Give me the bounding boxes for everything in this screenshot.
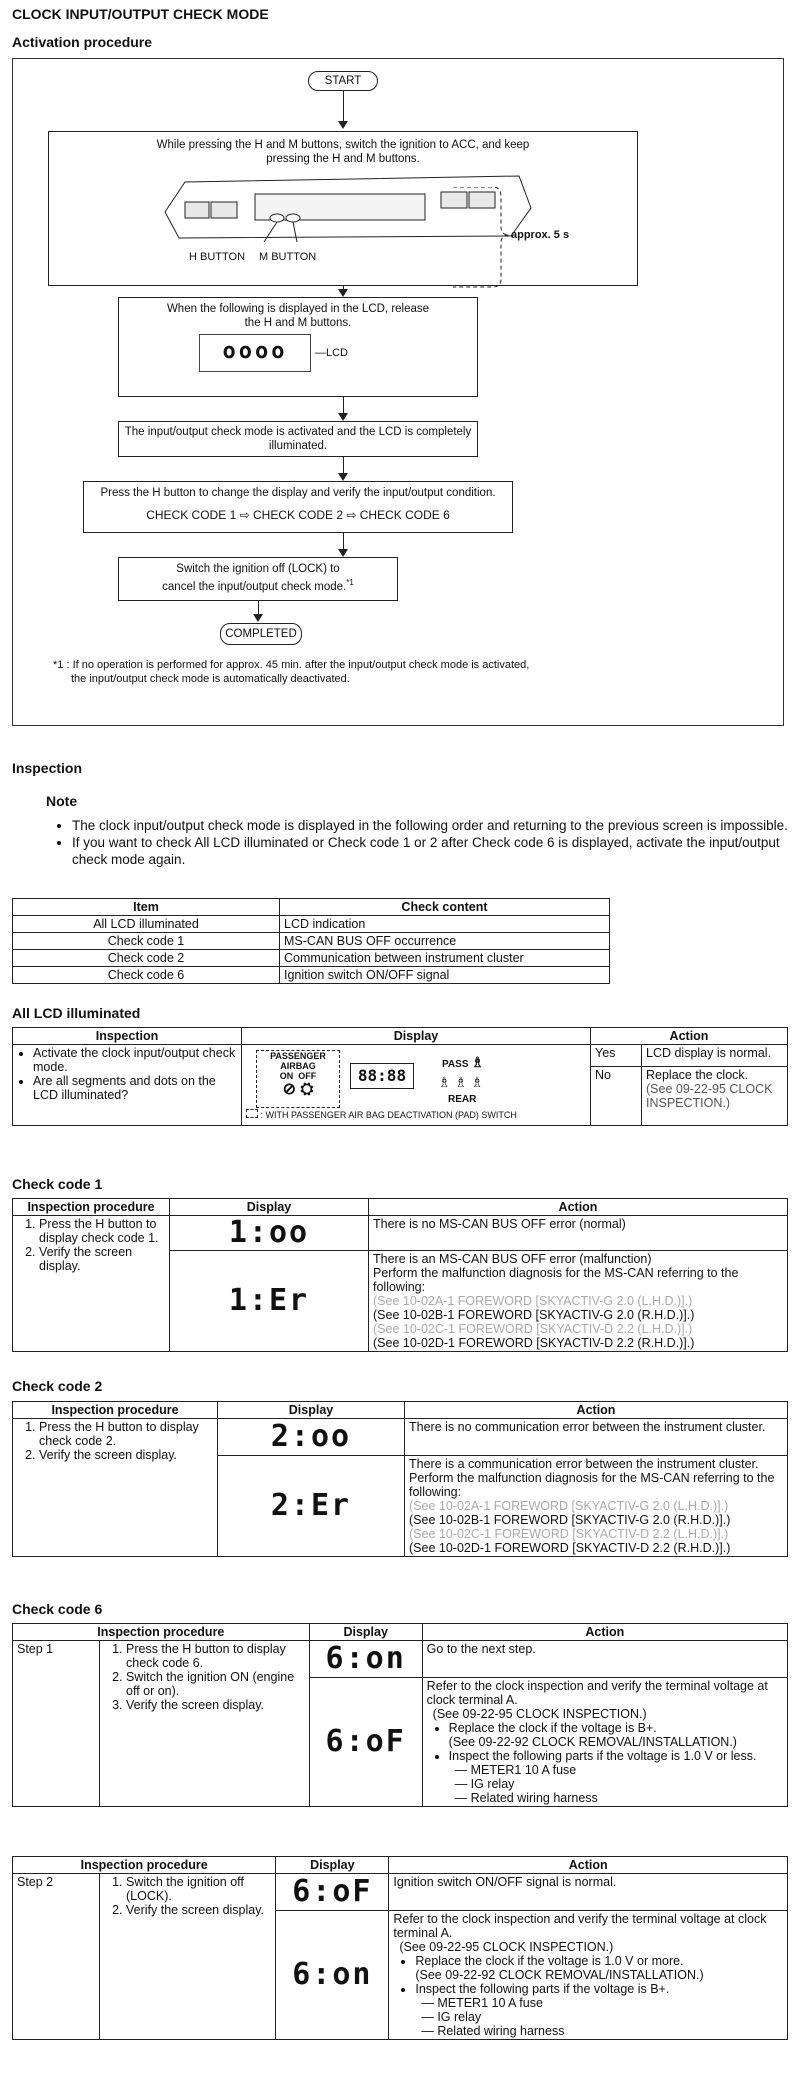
flow-completed: COMPLETED (220, 623, 302, 645)
list-item: 2. Switch the ignition ON (engine off or on). (126, 1670, 305, 1698)
footnote-ref: *1 (346, 578, 354, 587)
no-action: Replace the clock. (See 09-22-95 CLOCK INSPECTION.) (642, 1067, 788, 1126)
all-lcd-heading: All LCD illuminated (12, 1005, 141, 1021)
check-code-sequence (84, 508, 512, 522)
approx-brace (453, 187, 513, 297)
arrow-right-icon: ⇨ (346, 508, 360, 522)
col-header: Display (170, 1199, 369, 1216)
reference-link[interactable]: (See 09-22-95 CLOCK INSPECTION.) (646, 1082, 773, 1111)
reference-link[interactable]: (See 09-22-92 CLOCK REMOVAL/INSTALLATION.) (448, 1735, 737, 1749)
col-header: Display (276, 1857, 389, 1874)
table-row (13, 933, 610, 950)
flow-start: START (308, 71, 378, 91)
col-header: Action (422, 1624, 787, 1641)
reference-link[interactable]: (See 10-02D-1 FOREWORD [SKYACTIV-D 2.2 (R.H.D.)].) (409, 1541, 731, 1555)
cc6-step2-table (12, 1856, 788, 2040)
lcd-label: —LCD (315, 347, 349, 359)
part-item: — METER1 10 A fuse (454, 1763, 577, 1777)
table-row (13, 950, 610, 967)
list-item: • Inspect the following parts if the voltage is B+. (415, 1982, 783, 1996)
flow-step-text: Press the H button to change the display and verify the input/output condition. (100, 487, 496, 499)
no-label: No (591, 1067, 642, 1126)
reference-link[interactable]: (See 09-22-92 CLOCK REMOVAL/INSTALLATION.) (415, 1968, 704, 1982)
cc6-step1-table (12, 1623, 788, 1807)
airbag-label: AIRBAG (280, 1061, 316, 1071)
yes-label: Yes (591, 1045, 642, 1067)
note-label: Note (46, 793, 78, 809)
cc6-heading: Check code 6 (12, 1601, 103, 1617)
part-item: — IG relay (454, 1777, 515, 1791)
yes-action: LCD display is normal. (642, 1045, 788, 1067)
overview-table (12, 898, 610, 984)
procedure-list (17, 1420, 213, 1462)
reference-link[interactable]: (See 10-02A-1 FOREWORD [SKYACTIV-G 2.0 (L.H.D.)].) (373, 1294, 693, 1308)
list-item: 3. Verify the screen display. (126, 1698, 305, 1712)
list-item: • Are all segments and dots on the LCD illuminated? (33, 1074, 237, 1102)
lcd-code-display: 6:oF (309, 1678, 422, 1807)
cc1-table (12, 1198, 788, 1352)
action-cell: There is an MS-CAN BUS OFF error (malfunction) Perform the malfunction diagnosis for the MS-CAN referring to the following: (See 10-02A-1 FOREWORD [SKYACTIV-G 2.0 (L.H.D.)].) (See 10-02B-1 FOREWORD [SKYACTIV-G 2.0 (R.H.D.)].) (See 10-02C-1 FOREWORD [SKYACTIV-D 2.2 (L.H.D.)].) (See 10-02D-1 FOREWORD [SKYACTIV-D 2.2 (R.H.D.)].) (369, 1251, 788, 1352)
reference-link[interactable]: (See 10-02B-1 FOREWORD [SKYACTIV-G 2.0 (R.H.D.)].) (373, 1308, 695, 1322)
action-text: There is no communication error between the instrument cluster. (405, 1419, 788, 1456)
cell: MS-CAN BUS OFF occurrence (280, 933, 610, 950)
code2-label: CHECK CODE 2 (252, 508, 344, 522)
list-item: • Replace the clock if the voltage is 1.0 V or more. (See 09-22-92 CLOCK REMOVAL/INSTALLATION.) (415, 1954, 783, 1982)
action-text: There is no MS-CAN BUS OFF error (normal) (369, 1216, 788, 1251)
list-item: 1. Press the H button to display check code 1. (39, 1217, 165, 1245)
passenger-label: PASSENGER (270, 1051, 326, 1061)
m-button-label: M BUTTON (259, 251, 317, 263)
table-row (13, 967, 610, 984)
reference-link[interactable]: (See 10-02B-1 FOREWORD [SKYACTIV-G 2.0 (R.H.D.)].) (409, 1513, 731, 1527)
all-lcd-display (242, 1045, 591, 1126)
arrow-right-icon: ⇨ (239, 508, 253, 522)
step-label: Step 2 (13, 1874, 100, 2040)
col-header: Display (242, 1028, 591, 1045)
col-header: Inspection procedure (13, 1402, 218, 1419)
list-item: • Replace the clock if the voltage is B+. (See 09-22-92 CLOCK REMOVAL/INSTALLATION.) (449, 1721, 783, 1749)
flow-step-text: While pressing the H and M buttons, switch the ignition to ACC, and keep pressing the H and M buttons. (156, 139, 530, 165)
inspection-heading: Inspection (12, 760, 83, 776)
cell: Check code 2 (13, 950, 280, 967)
lcd-display: oooo (199, 334, 311, 372)
pass-label: PASS ♗ (442, 1054, 484, 1070)
lcd-code-display: 2:Er (218, 1456, 405, 1557)
list-item: 2. Verify the screen display. (39, 1448, 213, 1462)
procedure-list (17, 1217, 165, 1273)
approx-label: approx. 5 s (511, 229, 570, 241)
col-header: Display (309, 1624, 422, 1641)
part-item: — IG relay (421, 2010, 482, 2024)
col-header: Item (13, 899, 280, 916)
list-item: 1. Press the H button to display check code 2. (39, 1420, 213, 1448)
table-row (13, 916, 610, 933)
cell: Ignition switch ON/OFF signal (280, 967, 610, 984)
cell: LCD indication (280, 916, 610, 933)
reference-link[interactable]: (See 10-02A-1 FOREWORD [SKYACTIV-G 2.0 (L.H.D.)].) (409, 1499, 729, 1513)
action-text: Go to the next step. (422, 1641, 787, 1678)
activation-heading: Activation procedure (12, 34, 153, 50)
footnote-line1: *1 : If no operation is performed for approx. 45 min. after the input/output check mode is activated, (53, 659, 530, 671)
flow-step-text: Switch the ignition off (LOCK) to cancel the input/output check mode. (162, 563, 347, 593)
cc2-heading: Check code 2 (12, 1378, 103, 1394)
flow-step-press-buttons (48, 131, 638, 286)
reference-link[interactable]: (See 09-22-95 CLOCK INSPECTION.) (399, 1940, 614, 1954)
list-item: 1. Switch the ignition off (LOCK). (126, 1875, 271, 1903)
flow-step-activated (118, 421, 478, 457)
cell: All LCD illuminated (13, 916, 280, 933)
part-item: — Related wiring harness (454, 1791, 598, 1805)
part-item: — METER1 10 A fuse (421, 1996, 543, 2010)
page-title: CLOCK INPUT/OUTPUT CHECK MODE (12, 6, 269, 22)
flow-step-cancel (118, 557, 398, 601)
reference-link[interactable]: (See 09-22-95 CLOCK INSPECTION.) (432, 1707, 647, 1721)
list-item: 2. Verify the screen display. (126, 1903, 271, 1917)
action-cell: Refer to the clock inspection and verify the terminal voltage at clock terminal A. (See 09-22-95 CLOCK INSPECTION.) • Replace the clock if the voltage is B+. (See 09-22-92 CLOCK REMOVAL/INSTALLATION.) • Inspect the following parts if the voltage is 1.0 V or less. — METER1 10 A fuse — IG relay — Related wiring harness (422, 1678, 787, 1807)
list-item: • Inspect the following parts if the voltage is 1.0 V or less. (449, 1749, 783, 1763)
lcd-code-display: 1:oo (170, 1216, 369, 1251)
col-header: Inspection procedure (13, 1857, 276, 1874)
lcd-code-display: 6:oF (276, 1874, 389, 1911)
airbag-off-icon: ⊘ ⛭ (282, 1081, 314, 1098)
code6-label: CHECK CODE 6 (359, 508, 450, 522)
procedure-list (104, 1642, 305, 1712)
col-header: Inspection (13, 1028, 242, 1045)
action-cell: Refer to the clock inspection and verify the terminal voltage at clock terminal A. (See 09-22-95 CLOCK INSPECTION.) • Replace the clock if the voltage is 1.0 V or more. (See 09-22-92 CLOCK REMOVAL/INSTALLATION.) • Inspect the following parts if the voltage is B+. — METER1 10 A fuse — IG relay — Related wiring harness (389, 1911, 788, 2040)
action-text: Ignition switch ON/OFF signal is normal. (389, 1874, 788, 1911)
lcd-code-display: 1:Er (170, 1251, 369, 1352)
note-item: • The clock input/output check mode is displayed in the following order and returning to the previous screen is impossible. (72, 817, 800, 834)
col-header: Action (405, 1402, 788, 1419)
flow-step-release (118, 297, 478, 397)
lcd-code-display: 6:on (309, 1641, 422, 1678)
list-item: • Activate the clock input/output check mode. (33, 1046, 237, 1074)
list-item: 1. Press the H button to display check code 6. (126, 1642, 305, 1670)
rear-label: REAR (448, 1094, 477, 1105)
h-button-label: H BUTTON (189, 251, 246, 263)
list-item: 2. Verify the screen display. (39, 1245, 165, 1273)
procedure-list (104, 1875, 271, 1917)
footnote-line2: the input/output check mode is automatically deactivated. (71, 673, 350, 685)
col-header: Action (591, 1028, 788, 1045)
flow-step-check-codes (83, 481, 513, 533)
lcd-code-display: 6:on (276, 1911, 389, 2040)
cc2-table (12, 1401, 788, 1557)
cell: Check code 6 (13, 967, 280, 984)
code1-label: CHECK CODE 1 (146, 508, 237, 522)
col-header: Action (389, 1857, 788, 1874)
note-item: • If you want to check All LCD illuminated or Check code 1 or 2 after Check code 6 is displayed, activate the input/output check mode again. (72, 834, 800, 868)
step-label: Step 1 (13, 1641, 100, 1807)
cell: Check code 1 (13, 933, 280, 950)
activation-flowchart (12, 58, 784, 726)
all-lcd-table (12, 1027, 788, 1126)
col-header: Action (369, 1199, 788, 1216)
inspection-list (17, 1046, 237, 1102)
action-cell: There is a communication error between the instrument cluster. Perform the malfunction diagnosis for the MS-CAN referring to the following: (See 10-02A-1 FOREWORD [SKYACTIV-G 2.0 (L.H.D.)].) (See 10-02B-1 FOREWORD [SKYACTIV-G 2.0 (R.H.D.)].) (See 10-02C-1 FOREWORD [SKYACTIV-D 2.2 (L.H.D.)].) (See 10-02D-1 FOREWORD [SKYACTIV-D 2.2 (R.H.D.)].) (405, 1456, 788, 1557)
seatbelt-icon: ♗ (471, 1054, 484, 1070)
cc1-heading: Check code 1 (12, 1176, 103, 1192)
col-header: Inspection procedure (13, 1199, 170, 1216)
note-list (40, 817, 800, 868)
reference-link[interactable]: (See 10-02C-1 FOREWORD [SKYACTIV-D 2.2 (L.H.D.)].) (373, 1322, 693, 1336)
lcd-time: 88:88 (350, 1063, 414, 1089)
reference-link[interactable]: (See 10-02C-1 FOREWORD [SKYACTIV-D 2.2 (L.H.D.)].) (409, 1527, 729, 1541)
part-item: — Related wiring harness (421, 2024, 565, 2038)
off-label: OFF (298, 1071, 317, 1081)
col-header: Check content (280, 899, 610, 916)
col-header: Display (218, 1402, 405, 1419)
on-label: ON (279, 1071, 294, 1081)
rear-seatbelt-icons: ♗ ♗ ♗ (438, 1074, 484, 1090)
flow-step-text: When the following is displayed in the LCD, release the H and M buttons. (166, 303, 430, 329)
cell: Communication between instrument cluster (280, 950, 610, 967)
col-header: Inspection procedure (13, 1624, 310, 1641)
flow-step-text: The input/output check mode is activated and the LCD is completely illuminated. (124, 426, 472, 452)
pad-switch-area (256, 1050, 340, 1108)
lcd-code-display: 2:oo (218, 1419, 405, 1456)
reference-link[interactable]: (See 10-02D-1 FOREWORD [SKYACTIV-D 2.2 (R.H.D.)].) (373, 1336, 695, 1350)
pad-caption: : WITH PASSENGER AIR BAG DEACTIVATION (PAD) SWITCH (246, 1108, 517, 1122)
